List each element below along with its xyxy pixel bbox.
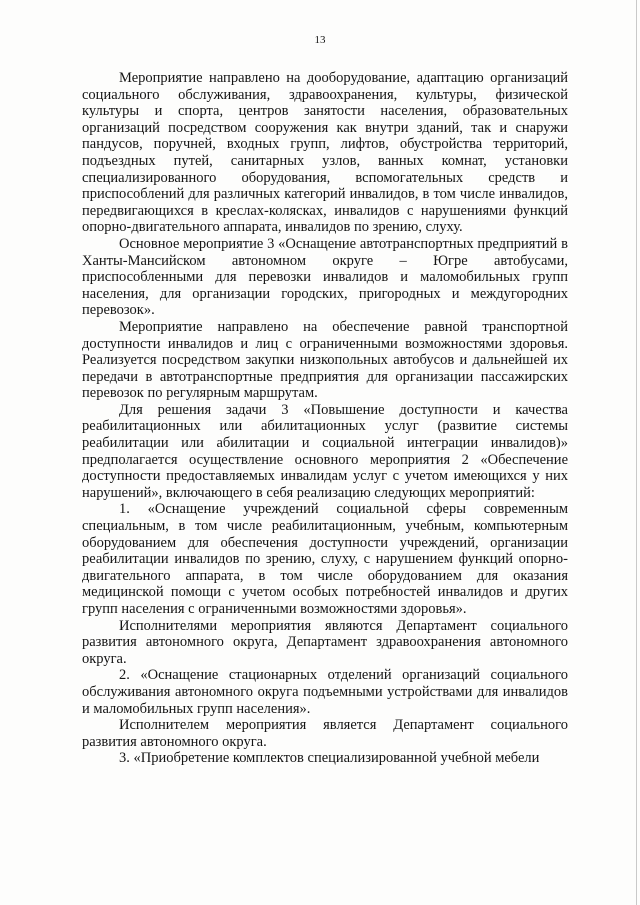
paragraph-transport-description: Мероприятие направлено на обеспечение равной транспортной доступности инвалидов и лиц с ограниченными возможностями здоровья. Реализуется посредством закупки низкопольных автобусов и дальнейшей их передачи в автотранспортные предприятия для организации пассажирских перевозок по регулярным маршрутам. — [82, 318, 568, 402]
paragraph-executor-2: Исполнителем мероприятия является Департамент социального развития автономного округа. — [82, 717, 568, 750]
paragraph-item-1: 1. «Оснащение учреждений социальной сферы современным специальным, в том числе реабилитационным, учебным, компьютерным оборудованием для обеспечения доступности учреждений, организации реабилитации инвалидов по зрению, слуху, с нарушением функций опорно-двигательного аппарата, в том числе оборудованием для оказания медицинской помощи с учетом особых потребностей инвалидов и других групп населения с ограниченными возможностями здоровья». — [82, 501, 568, 617]
paragraph-main-measure-3: Основное мероприятие 3 «Оснащение автотранспортных предприятий в Ханты-Мансийском автономном округе – Югре автобусами, приспособленными для перевозки инвалидов и маломобильных групп населения, для организации городских, пригородных и междугородних перевозок». — [82, 235, 568, 319]
paragraph-task-3: Для решения задачи 3 «Повышение доступности и качества реабилитационных или абилитационных услуг (развитие системы реабилитации или абилитации и социальной интеграции инвалидов)» предполагается осуществление основного мероприятия 2 «Обеспечение доступности предоставляемых инвалидам услуг с учетом имеющихся у них нарушений», включающего в себя реализацию следующих мероприятий: — [82, 401, 568, 501]
paragraph-executors-1: Исполнителями мероприятия являются Департамент социального развития автономного округа, Департамент здравоохранения автономного округа. — [82, 617, 568, 667]
page-number: 13 — [314, 34, 326, 46]
page-edge-shadow — [636, 0, 637, 905]
paragraph-item-2: 2. «Оснащение стационарных отделений организаций социального обслуживания автономного округа подъемными устройствами для инвалидов и маломобильных групп населения». — [82, 667, 568, 717]
paragraph-measure-description: Мероприятие направлено на дооборудование, адаптацию организаций социального обслуживания, здравоохранения, культуры, физической культуры и спорта, центров занятости населения, образовательных организаций посредством сооружения как внутри зданий, так и снаружи пандусов, поручней, входных групп, лифтов, обустройства территорий, подъездных путей, санитарных узлов, ванных комнат, установки специализированного оборудования, вспомогательных средств и приспособлений для различных категорий инвалидов, в том числе инвалидов, передвигающихся в креслах-колясках, инвалидов с нарушениями функций опорно-двигательного аппарата, инвалидов по зрению, слуху. — [82, 70, 568, 236]
document-body — [82, 70, 568, 767]
paragraph-item-3: 3. «Приобретение комплектов специализированной учебной мебели — [119, 750, 540, 767]
